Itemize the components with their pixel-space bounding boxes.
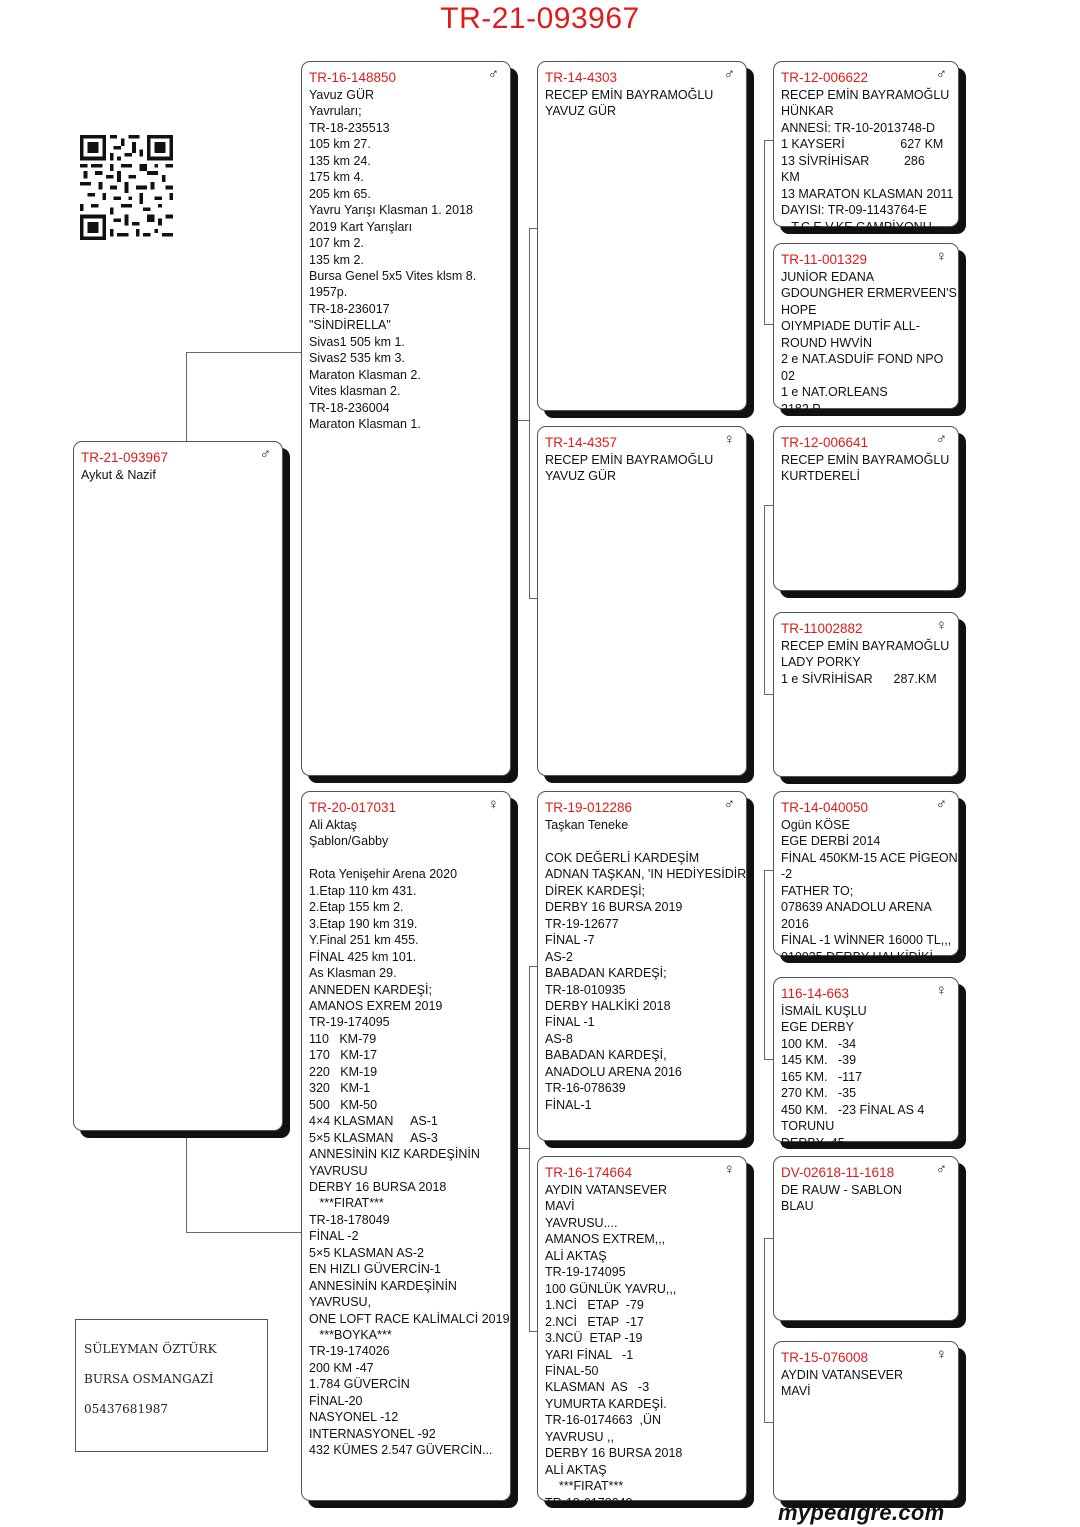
ring-number: TR-11-001329 bbox=[781, 252, 868, 267]
note-line: T.C.E.V.KE CAMPİYONU bbox=[781, 219, 932, 234]
note-line: 175 km 4. bbox=[309, 170, 364, 185]
note-line: 13 SİVRİHİSAR 286 bbox=[781, 153, 925, 168]
note-line: HOPE bbox=[781, 302, 817, 317]
note-line: FİNAL 425 km 101. bbox=[309, 949, 417, 964]
note-line: Sivas1 505 km 1. bbox=[309, 334, 405, 349]
note-line: TR-18-0178049 bbox=[545, 1495, 633, 1510]
note-line: Ogün KÖSE bbox=[781, 818, 850, 832]
note-line: 2.NCİ ETAP -17 bbox=[545, 1314, 644, 1329]
note-line: 1 e SİVRİHİSAR 287.KM bbox=[781, 671, 937, 686]
note-line: 165 KM. -117 bbox=[781, 1069, 863, 1084]
note-line: FİNAL -1 WİNNER 16000 TL,,, bbox=[781, 933, 952, 948]
note-line: YAVRUSU bbox=[309, 1163, 368, 1178]
note-line: JUNİOR EDANA bbox=[781, 270, 875, 284]
note-line: YARI FİNAL -1 bbox=[545, 1347, 634, 1362]
connector-line bbox=[514, 420, 529, 421]
note-line: DE RAUW - SABLON bbox=[781, 1183, 902, 1197]
female-symbol-icon: ♀ bbox=[935, 617, 947, 634]
note-line: YAVRUSU ,, bbox=[545, 1429, 614, 1444]
note-line: KURTDERELİ bbox=[781, 469, 860, 484]
pigeon-card-sd-dam[interactable] bbox=[773, 612, 959, 777]
brand-watermark: mypedigre.com bbox=[778, 1500, 945, 1525]
note-line: 2019 Kart Yarışları bbox=[309, 219, 413, 234]
female-symbol-icon: ♀ bbox=[723, 1161, 735, 1178]
pigeon-card-dam-dam[interactable] bbox=[537, 1156, 747, 1510]
note-line: Bursa Genel 5x5 Vites klsm 8. bbox=[309, 268, 477, 283]
note-line: ANADOLU ARENA 2016 bbox=[545, 1064, 682, 1079]
note-line: DERBY 16 BURSA 2018 bbox=[309, 1179, 447, 1194]
connector-line bbox=[764, 140, 765, 325]
note-line: AMANOS EXREM 2019 bbox=[309, 998, 443, 1013]
pigeon-notes bbox=[781, 452, 950, 485]
ring-number: TR-11002882 bbox=[781, 621, 863, 636]
note-line: ***FIRAT*** bbox=[309, 1196, 384, 1211]
pigeon-notes bbox=[781, 638, 950, 687]
note-line: TR-18-236017 bbox=[309, 301, 390, 316]
note-line bbox=[309, 850, 502, 866]
female-symbol-icon: ♀ bbox=[487, 796, 499, 813]
note-line: 200 KM -47 bbox=[309, 1360, 374, 1375]
connector-line bbox=[764, 694, 773, 695]
connector-line bbox=[764, 870, 773, 871]
note-line: DERBY 16 BURSA 2018 bbox=[545, 1446, 683, 1461]
male-symbol-icon: ♂ bbox=[935, 66, 947, 83]
note-line: INTERNASYONEL -92 bbox=[309, 1426, 436, 1441]
note-line: TR-16-0174663 ,ÜN bbox=[545, 1413, 662, 1428]
connector-line bbox=[186, 1232, 302, 1233]
note-line: AS-8 bbox=[545, 1031, 573, 1046]
connector-line bbox=[529, 228, 537, 229]
note-line: 3.NCÜ ETAP -19 bbox=[545, 1331, 643, 1346]
owner-name: SÜLEYMAN ÖZTÜRK bbox=[84, 1342, 217, 1356]
pigeon-notes bbox=[781, 269, 957, 417]
note-line: 432 KÜMES 2.547 GÜVERCİN... bbox=[309, 1443, 493, 1458]
pigeon-notes bbox=[781, 1003, 950, 1151]
note-line: 110 KM-79 bbox=[309, 1031, 377, 1046]
note-line: AYDIN VATANSEVER bbox=[545, 1183, 668, 1197]
note-line: 3.Etap 190 km 319. bbox=[309, 916, 418, 931]
note-line: MAVİ bbox=[545, 1199, 575, 1214]
owner-info-box bbox=[75, 1319, 268, 1452]
note-line: Yavruları; bbox=[309, 104, 362, 119]
connector-line bbox=[764, 1059, 773, 1060]
ring-number: TR-14-4357 bbox=[545, 435, 618, 450]
note-line: LADY PORKY bbox=[781, 655, 861, 670]
note-line: ALİ AKTAŞ bbox=[545, 1248, 607, 1263]
pigeon-card-subject[interactable] bbox=[73, 441, 283, 1131]
note-line: 010935 DERBY HALKİDİKİ bbox=[781, 949, 933, 964]
note-line: FİNAL-50 bbox=[545, 1363, 599, 1378]
female-symbol-icon: ♀ bbox=[935, 1346, 947, 1363]
pigeon-card-dd-dam[interactable] bbox=[773, 1341, 959, 1501]
connector-line bbox=[764, 1238, 765, 1423]
note-line: ANNESİNİN KARDEŞİNİN bbox=[309, 1278, 457, 1293]
note-line: 2182 P bbox=[781, 401, 821, 416]
pedigree-title: TR-21-093967 bbox=[440, 2, 640, 35]
note-line: 1957p. bbox=[309, 285, 348, 300]
male-symbol-icon: ♂ bbox=[723, 66, 735, 83]
note-line: Aykut & Nazif bbox=[81, 468, 156, 482]
pigeon-card-sire[interactable] bbox=[301, 61, 511, 776]
note-line: TR-19-174026 bbox=[309, 1344, 390, 1359]
connector-line bbox=[529, 966, 537, 967]
note-line: 135 km 24. bbox=[309, 153, 371, 168]
note-line: FİNAL-1 bbox=[545, 1097, 592, 1112]
connector-line bbox=[529, 1331, 537, 1332]
note-line: Vites klasman 2. bbox=[309, 384, 401, 399]
pigeon-notes bbox=[545, 87, 738, 120]
note-line: 078639 ANADOLU ARENA bbox=[781, 900, 932, 915]
ring-number: TR-12-006641 bbox=[781, 435, 869, 450]
note-line: Rota Yenişehir Arena 2020 bbox=[309, 867, 458, 882]
note-line: FİNAL -2 bbox=[309, 1229, 359, 1244]
pigeon-notes bbox=[781, 87, 954, 235]
qr-code-icon bbox=[80, 135, 173, 240]
note-line: 1.Etap 110 km 431. bbox=[309, 883, 417, 898]
connector-line bbox=[186, 352, 302, 353]
note-line: HÜNKAR bbox=[781, 104, 834, 119]
note-line: RECEP EMİN BAYRAMOĞLU bbox=[781, 88, 950, 102]
female-symbol-icon: ♀ bbox=[935, 248, 947, 265]
note-line: 170 KM-17 bbox=[309, 1048, 378, 1063]
connector-line bbox=[529, 598, 537, 599]
note-line: GDOUNGHER ERMERVEEN'S bbox=[781, 286, 957, 301]
pigeon-notes bbox=[781, 1367, 950, 1400]
note-line: TR-18-010935 bbox=[545, 982, 626, 997]
note-line: FATHER TO; bbox=[781, 883, 854, 898]
pigeon-notes bbox=[781, 1182, 950, 1215]
note-line: YAVUZ GÜR bbox=[545, 469, 617, 484]
note-line: As Klasman 29. bbox=[309, 966, 397, 981]
note-line: FİNAL 450KM-15 ACE PİGEON bbox=[781, 850, 958, 865]
pigeon-card-dd-sire[interactable] bbox=[773, 1156, 959, 1321]
note-line: 5×5 KLASMAN AS-2 bbox=[309, 1245, 424, 1260]
note-line: RECEP EMİN BAYRAMOĞLU bbox=[545, 453, 714, 467]
pigeon-notes bbox=[545, 452, 738, 485]
female-symbol-icon: ♀ bbox=[935, 982, 947, 999]
note-line: YAVRUSU.... bbox=[545, 1215, 618, 1230]
note-line: 1.784 GÜVERCİN bbox=[309, 1377, 410, 1392]
note-line: DİREK KARDEŞİ; bbox=[545, 883, 646, 898]
pigeon-notes bbox=[545, 817, 750, 1113]
note-line: EGE DERBY bbox=[781, 1020, 854, 1035]
note-line: 100 KM. -34 bbox=[781, 1036, 857, 1051]
note-line: FİNAL -1 bbox=[545, 1015, 595, 1030]
note-line: 107 km 2. bbox=[309, 236, 364, 251]
note-line: Yavuz GÜR bbox=[309, 88, 375, 102]
owner-location: BURSA OSMANGAZİ bbox=[84, 1372, 214, 1386]
connector-line bbox=[186, 352, 187, 442]
note-line: YAVRUSU, bbox=[309, 1295, 372, 1310]
note-line: ROUND HWVİN bbox=[781, 335, 872, 350]
connector-line bbox=[764, 140, 773, 141]
pigeon-card-dam[interactable] bbox=[301, 791, 511, 1501]
ring-number: TR-14-040050 bbox=[781, 800, 869, 815]
male-symbol-icon: ♂ bbox=[935, 1161, 947, 1178]
note-line: 205 km 65. bbox=[309, 186, 371, 201]
connector-line bbox=[529, 228, 530, 599]
male-symbol-icon: ♂ bbox=[487, 66, 499, 83]
note-line: DERBY 16 BURSA 2019 bbox=[545, 900, 683, 915]
note-line: Taşkan Teneke bbox=[545, 818, 629, 832]
note-line: ONE LOFT RACE KALİMALCİ 2019 bbox=[309, 1311, 510, 1326]
connector-line bbox=[764, 324, 773, 325]
connector-line bbox=[764, 505, 773, 506]
pigeon-card-sire-dam[interactable] bbox=[537, 426, 747, 776]
pigeon-card-ds-dam[interactable] bbox=[773, 977, 959, 1150]
note-line: 5×5 KLASMAN AS-3 bbox=[309, 1130, 438, 1145]
connector-line bbox=[764, 505, 765, 695]
note-line: 1 KAYSERİ 627 KM bbox=[781, 137, 944, 152]
note-line: ANNESİNİN KIZ KARDEŞİNİN bbox=[309, 1147, 480, 1162]
pigeon-notes bbox=[309, 817, 510, 1459]
note-line: Sivas2 535 km 3. bbox=[309, 351, 405, 366]
note-line: 4×4 KLASMAN AS-1 bbox=[309, 1114, 438, 1129]
connector-line bbox=[186, 1132, 187, 1232]
ring-number: TR-14-4303 bbox=[545, 70, 618, 85]
pigeon-notes bbox=[545, 1182, 738, 1511]
note-line: TR-18-178049 bbox=[309, 1212, 390, 1227]
male-symbol-icon: ♂ bbox=[259, 446, 271, 463]
note-line: Yavru Yarışı Klasman 1. 2018 bbox=[309, 203, 473, 218]
note-line: YAVUZ GÜR bbox=[545, 104, 617, 119]
connector-line bbox=[529, 966, 530, 1332]
note-line: 2016 bbox=[781, 916, 809, 931]
note-line: KM bbox=[781, 170, 800, 185]
ring-number: DV-02618-11-1618 bbox=[781, 1165, 895, 1180]
note-line: AS-2 bbox=[545, 949, 573, 964]
note-line: YUMURTA KARDEŞİ. bbox=[545, 1396, 667, 1411]
note-line: Ali Aktaş bbox=[309, 818, 357, 832]
note-line: FİNAL-20 bbox=[309, 1393, 363, 1408]
note-line: COK DEĞERLİ KARDEŞİM bbox=[545, 850, 700, 865]
pigeon-card-ss-dam[interactable] bbox=[773, 243, 959, 416]
ring-number: TR-16-148850 bbox=[309, 70, 397, 85]
pigeon-card-sd-sire[interactable] bbox=[773, 426, 959, 591]
note-line: EGE DERBİ 2014 bbox=[781, 834, 881, 849]
note-line: MAVİ bbox=[781, 1384, 811, 1399]
connector-line bbox=[764, 1422, 773, 1423]
note-line: TR-18-235513 bbox=[309, 120, 390, 135]
note-line: AYDIN VATANSEVER bbox=[781, 1368, 904, 1382]
note-line: 2 e NAT.ASDUİF FOND NPO bbox=[781, 352, 944, 367]
male-symbol-icon: ♂ bbox=[723, 796, 735, 813]
note-line: DAYISI: TR-09-1143764-E bbox=[781, 203, 927, 218]
note-line: 1 e NAT.ORLEANS bbox=[781, 385, 888, 400]
note-line: "SİNDİRELLA" bbox=[309, 318, 391, 333]
connector-line bbox=[514, 1148, 529, 1149]
ring-number: TR-16-174664 bbox=[545, 1165, 633, 1180]
note-line: OIYMPIADE DUTİF ALL- bbox=[781, 319, 920, 334]
note-line: EN HIZLI GÜVERCİN-1 bbox=[309, 1262, 441, 1277]
note-line: 220 KM-19 bbox=[309, 1064, 378, 1079]
pigeon-card-dam-sire[interactable] bbox=[537, 791, 750, 1141]
note-line: ANNEDEN KARDEŞİ; bbox=[309, 982, 432, 997]
note-line: TR-18-236004 bbox=[309, 400, 390, 415]
note-line: Y.Final 251 km 455. bbox=[309, 933, 419, 948]
note-line: RECEP EMİN BAYRAMOĞLU bbox=[545, 88, 714, 102]
ring-number: TR-15-076008 bbox=[781, 1350, 869, 1365]
note-line: ***BOYKA*** bbox=[309, 1328, 392, 1343]
ring-number: TR-21-093967 bbox=[81, 450, 169, 465]
owner-phone: 05437681987 bbox=[84, 1402, 168, 1416]
note-line: ALİ AKTAŞ bbox=[545, 1462, 607, 1477]
note-line: DERBY 45 bbox=[781, 1135, 845, 1150]
note-line: BABADAN KARDEŞİ; bbox=[545, 966, 667, 981]
note-line: 02 bbox=[781, 368, 795, 383]
note-line: 450 KM. -23 FİNAL AS 4 bbox=[781, 1102, 925, 1117]
pigeon-card-sire-sire[interactable] bbox=[537, 61, 747, 411]
note-line: TORUNU bbox=[781, 1119, 835, 1134]
note-line: Maraton Klasman 2. bbox=[309, 367, 421, 382]
connector-line bbox=[764, 870, 765, 1060]
note-line: Maraton Klasman 1. bbox=[309, 417, 421, 432]
note-line: 100 GÜNLÜK YAVRU,,, bbox=[545, 1281, 677, 1296]
note-line: RECEP EMİN BAYRAMOĞLU bbox=[781, 453, 950, 467]
ring-number: TR-20-017031 bbox=[309, 800, 397, 815]
note-line: 13 MARATON KLASMAN 2011 bbox=[781, 186, 954, 201]
note-line: BLAU bbox=[781, 1199, 814, 1214]
note-line: RECEP EMİN BAYRAMOĞLU bbox=[781, 639, 950, 653]
note-line: Şablon/Gabby bbox=[309, 834, 389, 849]
note-line: -2 bbox=[781, 867, 793, 882]
note-line: ADNAN TAŞKAN, 'IN HEDİYESİDİR. bbox=[545, 867, 750, 882]
note-line: ANNESİ: TR-10-2013748-D bbox=[781, 120, 936, 135]
ring-number: TR-19-012286 bbox=[545, 800, 633, 815]
note-line: 135 km 2. bbox=[309, 252, 364, 267]
note-line: 500 KM-50 bbox=[309, 1097, 378, 1112]
note-line: 270 KM. -35 bbox=[781, 1086, 857, 1101]
note-line: BABADAN KARDEŞİ, bbox=[545, 1048, 667, 1063]
ring-number: 116-14-663 bbox=[781, 986, 850, 1001]
ring-number: TR-12-006622 bbox=[781, 70, 869, 85]
note-line: TR-16-078639 bbox=[545, 1081, 626, 1096]
pigeon-card-ss-sire[interactable] bbox=[773, 61, 959, 234]
pigeon-card-ds-sire[interactable] bbox=[773, 791, 959, 964]
note-line: TR-19-174095 bbox=[545, 1265, 626, 1280]
note-line: TR-19-174095 bbox=[309, 1015, 390, 1030]
note-line: TR-19-12677 bbox=[545, 916, 619, 931]
note-line: 2.Etap 155 km 2. bbox=[309, 900, 404, 915]
note-line: FİNAL -7 bbox=[545, 933, 595, 948]
note-line: 1.NCİ ETAP -79 bbox=[545, 1298, 644, 1313]
note-line: KLASMAN AS -3 bbox=[545, 1380, 650, 1395]
note-line: İSMAİL KUŞLU bbox=[781, 1004, 867, 1018]
pigeon-notes bbox=[81, 467, 274, 483]
note-line: DERBY HALKİKİ 2018 bbox=[545, 998, 671, 1013]
pigeon-notes bbox=[781, 817, 958, 965]
note-line: 320 KM-1 bbox=[309, 1081, 371, 1096]
note-line: NASYONEL -12 bbox=[309, 1410, 399, 1425]
male-symbol-icon: ♂ bbox=[935, 796, 947, 813]
pigeon-notes bbox=[309, 87, 502, 433]
note-line: ***FIRAT*** bbox=[545, 1479, 624, 1494]
note-line: AMANOS EXTREM,,, bbox=[545, 1232, 666, 1247]
connector-line bbox=[764, 1238, 773, 1239]
female-symbol-icon: ♀ bbox=[723, 431, 735, 448]
note-line: 105 km 27. bbox=[309, 137, 371, 152]
note-line: 145 KM. -39 bbox=[781, 1053, 857, 1068]
male-symbol-icon: ♂ bbox=[935, 431, 947, 448]
note-line bbox=[545, 833, 738, 849]
